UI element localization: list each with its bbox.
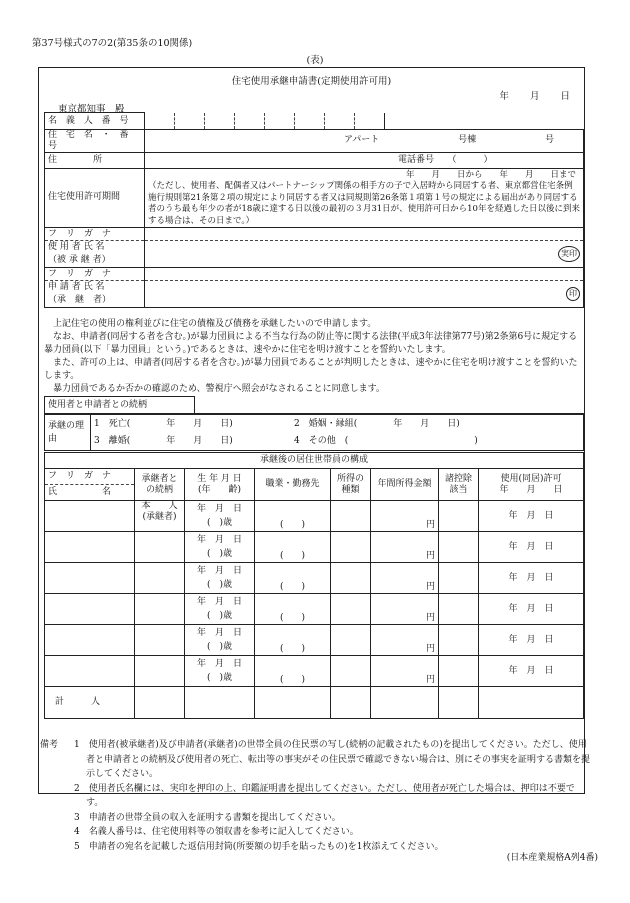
user-furigana-input[interactable] [145, 228, 584, 241]
table-row [45, 625, 584, 656]
household-table [44, 452, 584, 719]
notes-label: 備考 [40, 740, 59, 750]
member-deduction[interactable] [439, 594, 479, 625]
member-deduction[interactable] [439, 532, 479, 563]
member-deduction[interactable] [439, 625, 479, 656]
applicant-name-label: 申 請 者 氏 名 [48, 282, 105, 293]
reason-death[interactable]: 1 死亡( 年 月 日) [94, 418, 233, 429]
table-row [45, 532, 584, 563]
total-cell [331, 687, 371, 719]
total-cell [135, 687, 185, 719]
notes [40, 738, 590, 854]
reason-divorce[interactable]: 3 離婚( 年 月 日) [94, 435, 233, 446]
declaration-4: 暴力団員であるか否かの確認のため、警視庁へ照会がなされることに同意します。 [53, 384, 385, 394]
meigi-input[interactable] [145, 113, 584, 130]
side-label: (表) [306, 55, 324, 66]
member-age[interactable]: ( )歳 [206, 673, 233, 683]
member-permit[interactable]: 年 月 日 [479, 501, 584, 532]
member-relation[interactable] [135, 594, 185, 625]
meigi-label: 名 義 人 番 号 [45, 113, 145, 130]
member-income-type[interactable] [331, 656, 371, 687]
user-name-label: 使 用 者 氏 名 [48, 242, 105, 253]
member-relation[interactable] [135, 656, 185, 687]
in-seal: 印 [566, 287, 580, 301]
note-3: 3 申請者の世帯全員の収入を証明する書類を提出してください。 [74, 812, 341, 823]
member-permit[interactable]: 年 月 日 [479, 656, 584, 687]
member-job[interactable]: ( ) [255, 532, 331, 563]
member-income-type[interactable] [331, 501, 371, 532]
declaration-2: なお、申請者(同居する者を含む。)が暴力団員による不当な行為の防止等に関する法律(平成3年法律第77号)第2条第6号に規定する暴力団員(以下「暴力団員」という。)であるときは、速やかに住宅を明け渡すことを誓約いたします。 [44, 332, 578, 355]
relation-table [44, 396, 584, 414]
col-furigana: フ リ ガ ナ [45, 469, 135, 485]
declaration [44, 318, 584, 396]
jusho-label: 住 所 [45, 152, 145, 168]
paper-size-note: (日本産業規格A列4番) [506, 853, 598, 863]
member-age[interactable]: ( )歳 [206, 518, 233, 528]
total-cell [439, 687, 479, 719]
total-label: 計 人 [45, 687, 135, 719]
member-income-type[interactable] [331, 532, 371, 563]
member-permit[interactable]: 年 月 日 [479, 625, 584, 656]
declaration-3: また、許可の上は、申請者(同居する者を含む。)が暴力団員であることが判明したときは、速やかに住宅を明け渡すことを誓約いたします。 [44, 358, 578, 381]
note-5: 5 申請者の宛名を記載した返信用封筒(所要額の切手を貼ったもの)を1枚添えてください。 [74, 841, 444, 852]
member-birth[interactable]: 年 月 日 [196, 504, 242, 514]
reason-other[interactable]: 4 その他 ( ) [294, 435, 478, 446]
member-birth[interactable]: 年 月 日 [196, 659, 242, 669]
application-date[interactable]: 年 月 日 [499, 91, 572, 102]
member-furigana[interactable] [45, 501, 135, 532]
member-job[interactable]: ( ) [255, 501, 331, 532]
member-income[interactable]: 円 [371, 625, 439, 656]
relation-input[interactable] [195, 397, 585, 414]
col-birth: 生 年 月 日 (年 齢) [185, 469, 255, 501]
declaration-1: 上記住宅の使用の権利並びに住宅の債権及び債務を承継したいので申請します。 [53, 319, 377, 329]
member-income[interactable]: 円 [371, 563, 439, 594]
member-furigana[interactable] [45, 594, 135, 625]
total-cell [185, 687, 255, 719]
household-title: 承継後の居住世帯員の構成 [45, 453, 584, 469]
member-income-type[interactable] [331, 625, 371, 656]
jutaku-input[interactable] [145, 130, 584, 153]
member-income[interactable]: 円 [371, 656, 439, 687]
member-furigana[interactable] [45, 625, 135, 656]
member-income[interactable]: 円 [371, 532, 439, 563]
col-job: 職業・勤務先 [255, 469, 331, 501]
member-job[interactable]: ( ) [255, 594, 331, 625]
total-cell [479, 687, 584, 719]
col-relation: 承継者との続柄 [135, 469, 185, 501]
apart-label: アパート [344, 135, 380, 146]
member-relation-self: 本 人 (承継者) [135, 501, 185, 532]
kikan-note: （ただし、使用者、配偶者又はパートナーシップ関係の相手方の子で入居時から同居する者、東京都営住宅条例施行規則第21条第２項の規定により同居する者又は同規則第26条第１項第１号の規定による届出があり同居する者のうち最も年少の者が18歳に達する日以後の最初の３月31日が、使用許可日から10年を経過した日以後に到来する場合は、その日まで。） [148, 181, 580, 226]
addressee: 東京都知事 殿 [58, 104, 125, 115]
reason-table [44, 414, 584, 451]
form-title: 住宅使用承継申請書(定期使用許可用) [231, 76, 392, 87]
note-1: 1 使用者(被承継者)及び申請者(承継者)の世帯全員の住民票の写し(続柄の記載されたもの)を提出してください。ただし、使用者と申請者との続柄及び使用者の死亡、転出等の事実がその住民票で確認できない場合は、別にその事実を証明する書類を提示してください。 [74, 740, 591, 779]
reason-label: 承継の理由 [45, 415, 91, 451]
col-name: 氏 名 [45, 485, 135, 501]
member-permit[interactable]: 年 月 日 [479, 594, 584, 625]
member-age[interactable]: ( )歳 [206, 549, 233, 559]
member-income[interactable]: 円 [371, 501, 439, 532]
member-deduction[interactable] [439, 501, 479, 532]
member-relation[interactable] [135, 563, 185, 594]
user-furigana-label: フ リ ガ ナ [45, 228, 145, 241]
gou-to-label: 号棟 [458, 135, 477, 146]
member-birth[interactable]: 年 月 日 [196, 628, 242, 638]
member-relation[interactable] [135, 532, 185, 563]
note-2: 2 使用者氏名欄には、実印を押印の上、印鑑証明書を提出してください。ただし、使用者が死亡した場合は、押印は不要です。 [74, 783, 575, 808]
member-birth[interactable]: 年 月 日 [196, 535, 242, 545]
table-row [45, 594, 584, 625]
member-job[interactable]: ( ) [255, 563, 331, 594]
kikan-dates[interactable]: 年 月 日から 年 月 日まで [405, 169, 576, 180]
member-furigana[interactable] [45, 563, 135, 594]
member-age[interactable]: ( )歳 [206, 611, 233, 621]
total-cell [371, 687, 439, 719]
member-deduction[interactable] [439, 563, 479, 594]
gou-label: 号 [545, 135, 555, 146]
member-age[interactable]: ( )歳 [206, 642, 233, 652]
member-furigana[interactable] [45, 532, 135, 563]
member-birth[interactable]: 年 月 日 [196, 597, 242, 607]
applicant-name-input[interactable] [145, 281, 584, 308]
member-relation[interactable] [135, 625, 185, 656]
col-deduction: 諸控除該当 [439, 469, 479, 501]
member-income-type[interactable] [331, 594, 371, 625]
member-age[interactable]: ( )歳 [206, 580, 233, 590]
member-birth[interactable]: 年 月 日 [196, 566, 242, 576]
member-deduction[interactable] [439, 656, 479, 687]
member-permit[interactable]: 年 月 日 [479, 563, 584, 594]
relation-label: 使用者と申請者との続柄 [45, 397, 195, 414]
jusho-input[interactable] [145, 152, 584, 168]
applicant-furigana-input[interactable] [145, 268, 584, 281]
user-name-input[interactable] [145, 241, 584, 268]
note-4: 4 名義人番号は、住宅使用料等の領収書を参考に記入してください。 [74, 827, 359, 837]
user-name-sub: （被 承 継 者） [48, 255, 111, 266]
table-row [45, 563, 584, 594]
member-income[interactable]: 円 [371, 594, 439, 625]
reason-marriage[interactable]: 2 婚姻・縁組( 年 月 日) [294, 418, 460, 429]
member-job[interactable]: ( ) [255, 656, 331, 687]
form-number: 第37号様式の7の2(第35条の10関係) [32, 38, 193, 49]
member-job[interactable]: ( ) [255, 625, 331, 656]
applicant-name-sub: （承 継 者） [48, 295, 112, 306]
jitsuin-seal: 実印 [558, 246, 580, 262]
kikan-label: 住宅使用許可期間 [45, 168, 145, 228]
jutaku-label: 住 宅 名 ・ 番 号 [45, 130, 145, 153]
col-permit: 使用(同居)許可 年 月 日 [479, 469, 584, 501]
applicant-table [44, 112, 584, 308]
col-income: 年間所得金額 [371, 469, 439, 501]
phone-label: 電話番号 （ ） [398, 154, 493, 165]
total-cell [255, 687, 331, 719]
table-row [45, 501, 584, 532]
table-row [45, 656, 584, 687]
member-income-type[interactable] [331, 563, 371, 594]
member-permit[interactable]: 年 月 日 [479, 532, 584, 563]
col-income-type: 所得の種類 [331, 469, 371, 501]
applicant-furigana-label: フ リ ガ ナ [45, 268, 145, 281]
member-furigana[interactable] [45, 656, 135, 687]
